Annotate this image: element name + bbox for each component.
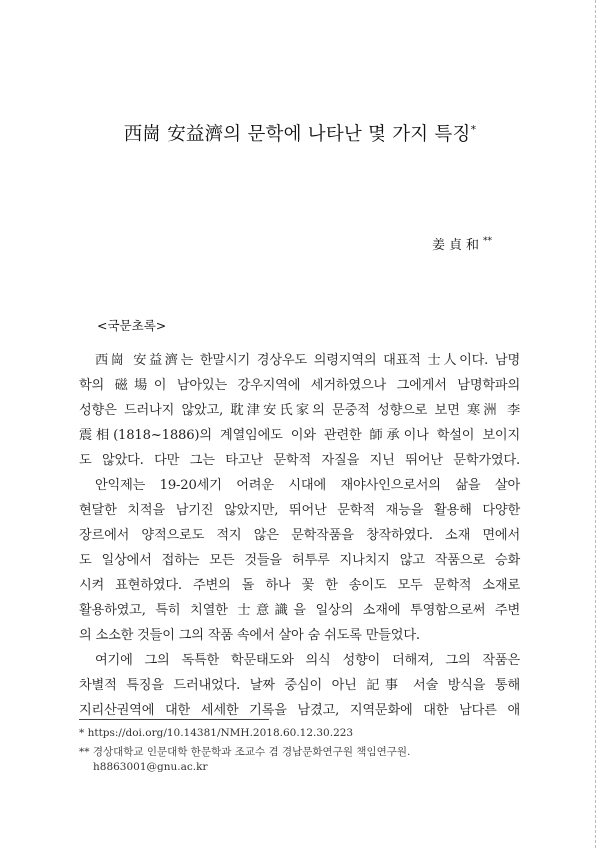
body-line: 성향은 드러나지 않았고, 耽津安氏家의 문중적 성향으로 보면 寒洲 李 bbox=[79, 403, 520, 418]
body-line: 西崗 安益濟는 한말시기 경상우도 의령지역의 대표적 士人이다. 남명 bbox=[95, 353, 520, 368]
footnote-doi: * https://doi.org/10.14381/NMH.2018.60.12.30.223 bbox=[79, 727, 354, 739]
author bbox=[432, 234, 492, 253]
footnote-author-affiliation: ** 경상대학교 인문대학 한문학과 조교수 겸 경남문화연구원 책임연구원. bbox=[79, 746, 411, 758]
body-line: 도 않았다. 다만 그는 타고난 문학적 자질을 지닌 뛰어난 문학가였다. bbox=[79, 453, 520, 468]
footnote-author-email: h8863001@gnu.ac.kr bbox=[93, 761, 208, 773]
body-line: 도 일상에서 접하는 모든 것들을 허투루 지나치지 않고 작품으로 승화 bbox=[79, 553, 520, 568]
body-line: 震相(1818~1886)의 계열임에도 이와 관련한 師承이나 학설이 보이지 bbox=[79, 428, 520, 443]
body-line: 장르에서 양적으로도 적지 않은 문학작품을 창작하였다. 소재 면에서 bbox=[79, 528, 520, 543]
body-line: 활용하였고, 특히 치열한 士意識을 일상의 소재에 투영함으로써 주변 bbox=[79, 603, 520, 618]
body-line: 의 소소한 것들이 그의 작품 속에서 살아 숨 쉬도록 만들었다. bbox=[79, 628, 420, 643]
paper-title-text: 西崗 安益濟의 문학에 나타난 몇 가지 특징 bbox=[123, 124, 471, 145]
body-line: 안익제는 19-20세기 어려운 시대에 재야사인으로서의 삶을 살아 bbox=[95, 478, 520, 493]
title-footnote-mark: * bbox=[470, 122, 477, 136]
body-line: 차별적 특징을 드러내었다. 날짜 중심이 아닌 記事 서술 방식을 통해 bbox=[79, 678, 520, 693]
author-name: 姜貞和 bbox=[431, 238, 483, 253]
author-footnote-mark: ** bbox=[483, 236, 492, 247]
body-line: 여기에 그의 독특한 학문태도와 의식 성향이 더해져, 그의 작품은 bbox=[95, 653, 520, 668]
paper-title bbox=[0, 120, 600, 146]
body-line: 지리산권역에 대한 세세한 기록을 남겼고, 지역문화에 대한 남다른 애 bbox=[79, 703, 520, 718]
body-line: 학의 磁場이 남아있는 강우지역에 세거하였으나 그에게서 남명학파의 bbox=[79, 378, 520, 393]
body-line: 시켜 표현하였다. 주변의 돌 하나 꽃 한 송이도 모두 문학적 소재로 bbox=[79, 578, 520, 593]
body-line: 현달한 치적을 남기진 않았지만, 뛰어난 문학적 재능을 활용해 다양한 bbox=[79, 503, 520, 518]
abstract-heading: <국문초록> bbox=[97, 318, 167, 333]
footnote-divider bbox=[79, 719, 269, 720]
